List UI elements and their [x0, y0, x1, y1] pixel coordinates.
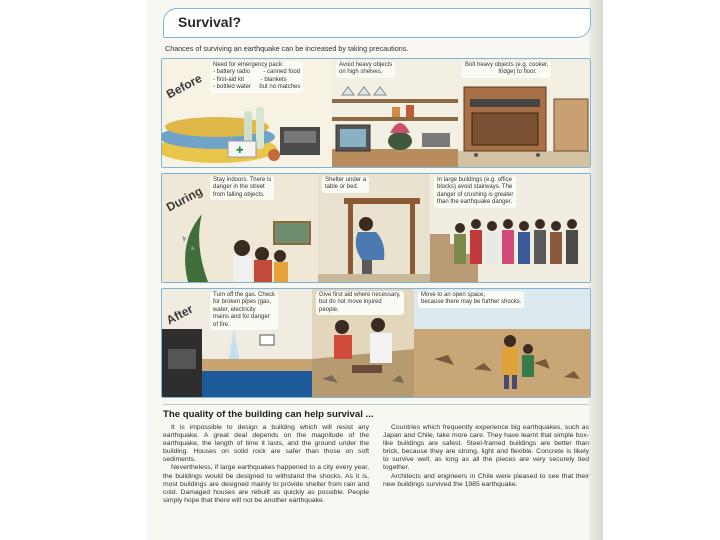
page-spine-shadow	[589, 0, 603, 540]
panel-heavy-objects	[332, 59, 459, 167]
row-after	[161, 288, 591, 398]
panel-emergency-pack	[162, 59, 333, 167]
panel-shelter	[318, 174, 431, 282]
panel-caption: Move to an open space, because there may be further shocks.	[418, 291, 524, 308]
section-heading: The quality of the building can help survival ...	[163, 409, 374, 420]
paragraph: Countries which frequently experience big earthquakes, such as Japan and Chile, take more care. They have learnt that simple box-like buildings are safest. Steel-framed buildings are better than brick, because they are strong, light and flexible. Concrete is likely to survive well, as long as all the pieces are very securely tied together.	[383, 424, 589, 472]
intro-text: Chances of surviving an earthquake can be increased by taking precautions.	[165, 44, 409, 53]
row-tag-after: After	[164, 301, 196, 328]
panel-caption: In large buildings (e.g. office blocks) avoid stairways. The danger of crushing is greater than the earthquake danger.	[434, 176, 516, 208]
panel-first-aid	[312, 289, 415, 397]
paragraph: It is impossible to design a building which will resist any earthquake. A great deal depends on the magnitude of the earthquake, the length of time it lasts, and the ground under the building. Houses on solid rock are safer than those on soft sediments.	[163, 424, 369, 464]
panel-caption: Stay indoors. There is danger in the street from falling objects.	[210, 176, 274, 200]
row-tag-before: Before	[164, 71, 205, 102]
panel-bolt-objects	[458, 59, 590, 167]
book-page	[147, 0, 603, 540]
paragraph: Nevertheless, if large earthquakes happened to a city every year, the buildings would be designed to withstand the shocks. As it is, most buildings are designed mainly to provide shelter from rain and cold. Damaged houses are rebuilt as quickly as possible. People simply hope that there will not be another earthquake.	[163, 464, 369, 504]
panel-caption: Avoid heavy objects on high shelves.	[336, 61, 395, 78]
text-column-left	[163, 424, 369, 505]
panel-caption: Need for emergency pack: - battery radio - canned food - first-aid kit - blankets - bottled water but no matches	[210, 61, 303, 93]
panel-caption: Give first aid where necessary, but do not move injured people.	[316, 291, 404, 315]
svg-text:✚: ✚	[236, 146, 244, 156]
row-during	[161, 173, 591, 283]
title-box	[163, 8, 591, 38]
text-column-right	[383, 424, 589, 489]
panel-open-space	[414, 289, 590, 397]
row-tag-during: During	[164, 183, 205, 215]
panel-caption: Turn off the gas. Check for broken pipes (gas, water, electricity mains and for danger of fire.	[210, 291, 278, 330]
panel-avoid-stairways	[430, 174, 590, 282]
panel-caption: Shelter under a table or bed.	[322, 176, 369, 193]
section-divider	[163, 404, 589, 405]
panel-caption: Bolt heavy objects (e.g. cooker, fridge) to floor.	[462, 61, 551, 78]
page-title: Survival?	[178, 14, 242, 30]
panel-stay-indoors	[162, 174, 319, 282]
paragraph: Architects and engineers in Chile were pleased to see that their new buildings survived the 1985 earthquake.	[383, 472, 589, 488]
row-before	[161, 58, 591, 168]
panel-gas	[162, 289, 313, 397]
